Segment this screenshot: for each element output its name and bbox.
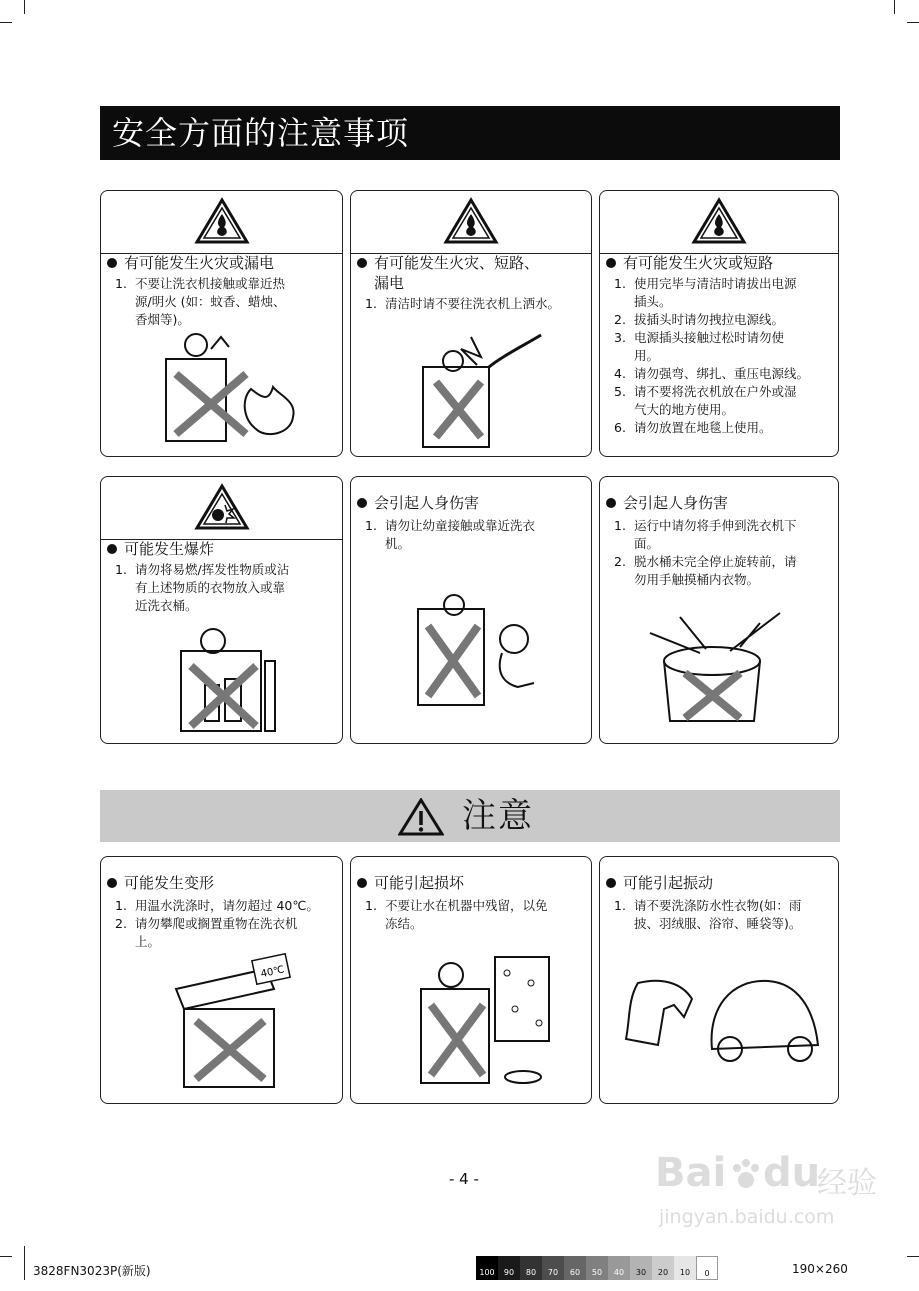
list-item: 1. 请不要洗涤防水性衣物(如：雨 披、羽绒服、浴帘、睡袋等)。 [614,898,802,931]
list-item: 1. 不要让洗衣机接触或靠近热 源/明火 (如：蚊香、蜡烛、 香烟等)。 [115,276,286,327]
gray-step: 30 [630,1256,652,1280]
list-item: 2. 拔插头时请勿拽拉电源线。 [614,312,785,327]
gray-scale-bar [476,1256,718,1280]
overheat-illustration [156,949,296,1095]
danger-panel-injury-spin [599,476,839,744]
crop-mark [0,22,12,23]
icon-header [101,191,342,254]
crop-mark [907,1256,919,1257]
caution-panel-vibration [599,856,839,1104]
icon-header [600,191,838,254]
list-item: 1. 请勿让幼童接触或靠近洗衣 机。 [365,518,536,551]
fire-warning-icon [691,197,747,245]
fire-hazard-illustration [151,329,301,447]
child-illustration [406,591,546,711]
list-item: 2. 请勿攀爬或搁置重物在洗衣机 上。 [115,916,298,949]
crop-mark [24,0,25,14]
gray-step: 20 [652,1256,674,1280]
page-size: 190×260 [792,1262,848,1276]
panel-heading: 有可能发生火灾或短路 [606,253,773,273]
gray-step: 100 [476,1256,498,1280]
danger-panel-fire-leak [100,190,343,457]
gray-step: 80 [520,1256,542,1280]
item-list [614,897,830,933]
panel-heading: 会引起人身伤害 [357,493,479,513]
list-item: 1. 使用完毕与清洁时请拔出电源 插头。 [614,276,797,309]
list-item: 5. 请不要将洗衣机放在户外或湿 气大的地方使用。 [614,384,797,417]
panel-heading: 可能引起损坏 [357,873,464,893]
water-spray-illustration [401,327,551,451]
danger-panel-fire-short [350,190,592,457]
panel-heading: 可能发生变形 [107,873,214,893]
panel-heading: 有可能发生火灾、短路、 漏电 [357,253,539,293]
document-code: 3828FN3023P(新版) [33,1264,151,1278]
item-list [614,517,830,589]
list-item: 1. 用温水洗涤时，请勿超过 40℃。 [115,898,319,913]
danger-panel-explosion [100,476,343,744]
gray-step: 0 [696,1256,718,1280]
waterproof-clothes-illustration [618,969,824,1065]
panel-heading: 会引起人身伤害 [606,493,728,513]
list-item: 4. 请勿强弯、绑扎、重压电源线。 [614,366,810,381]
paw-icon [731,1158,761,1190]
explosion-illustration [161,621,291,737]
caution-triangle-icon [398,798,444,836]
list-item: 1. 请勿将易燃/挥发性物质或沾 有上述物质的衣物放入或靠 近洗衣桶。 [115,562,290,613]
item-list [365,897,583,933]
baidu-watermark: Bai du 经验 jingyan.baidu.com [655,1150,877,1228]
icon-header [351,191,591,254]
danger-panel-short-circuit [599,190,839,457]
fire-warning-icon [194,197,250,245]
panel-heading: 有可能发生火灾或漏电 [107,253,274,273]
temperature-label: 40℃ [259,964,286,981]
explosion-warning-icon [194,483,250,531]
panel-heading: 可能引起振动 [606,873,713,893]
caution-title: 注意 [462,796,534,836]
panel-heading: 可能发生爆炸 [107,539,214,559]
gray-step: 60 [564,1256,586,1280]
caution-panel-deform [100,856,343,1104]
fire-warning-icon [443,197,499,245]
list-item: 1. 运行中请勿将手伸到洗衣机下 面。 [614,518,797,551]
caution-banner [100,790,840,842]
gray-step: 70 [542,1256,564,1280]
caution-panel-freeze [350,856,592,1104]
freeze-illustration [403,953,553,1089]
item-list [365,517,583,553]
page-title: 安全方面的注意事项 [100,106,840,160]
item-list [115,897,334,951]
list-item: 1. 清洁时请不要往洗衣机上洒水。 [365,296,561,311]
crop-mark [0,1256,12,1257]
item-list [115,561,334,615]
danger-panel-injury-child [350,476,592,744]
spin-tub-illustration [640,603,800,733]
crop-mark [24,1246,25,1280]
list-item: 6. 请勿放置在地毯上使用。 [614,420,772,435]
page-number: - 4 - [449,1170,479,1188]
gray-step: 10 [674,1256,696,1280]
gray-step: 50 [586,1256,608,1280]
gray-step: 40 [608,1256,630,1280]
crop-mark [907,22,919,23]
item-list [115,275,334,329]
icon-header [101,477,342,540]
crop-mark [894,0,895,14]
list-item: 3. 电源插头接触过松时请勿使 用。 [614,330,785,363]
list-item: 1. 不要让水在机器中残留，以免 冻结。 [365,898,548,931]
list-item: 2. 脱水桶未完全停止旋转前，请 勿用手触摸桶内衣物。 [614,554,797,587]
gray-step: 90 [498,1256,520,1280]
item-list [614,275,830,437]
item-list [365,295,583,313]
